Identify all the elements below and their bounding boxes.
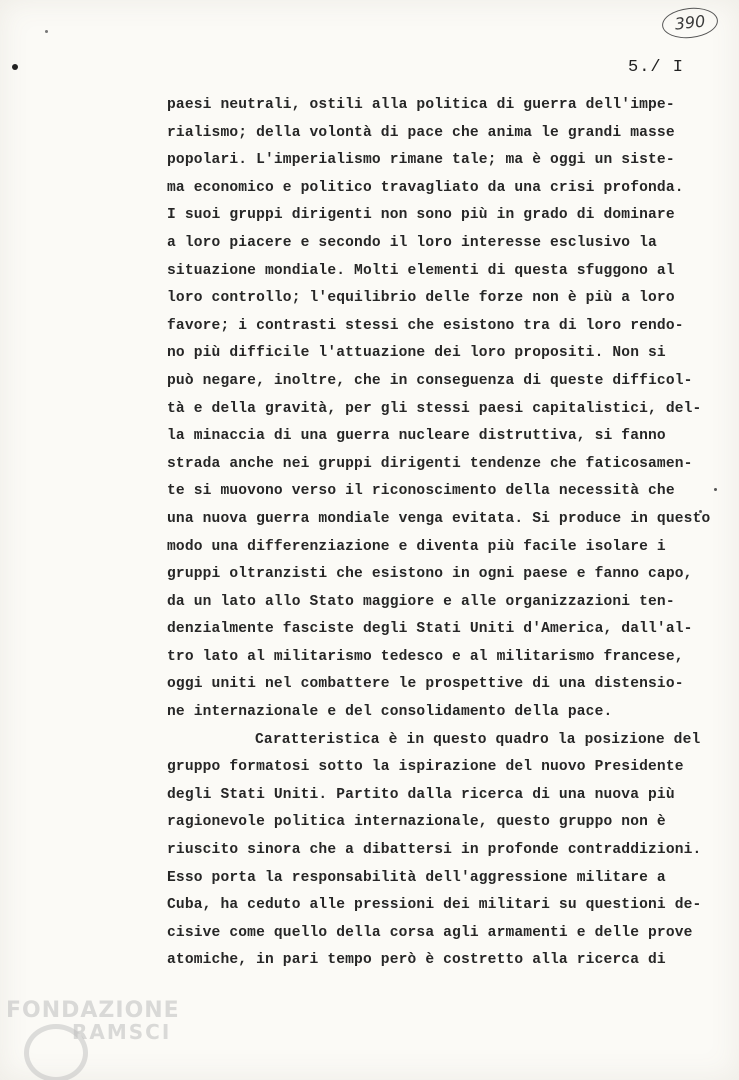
text-line: da un lato allo Stato maggiore e alle organizzazioni ten- bbox=[167, 593, 675, 610]
paragraph-start-line: Caratteristica è in questo quadro la posizione del bbox=[255, 731, 701, 748]
text-line: I suoi gruppi dirigenti non sono più in grado di dominare bbox=[167, 207, 675, 224]
text-line: riuscito sinora che a dibattersi in profonde contraddizioni. bbox=[167, 842, 702, 859]
watermark-line-1: FONDAZIONE bbox=[6, 998, 180, 1023]
typewritten-body bbox=[167, 92, 727, 975]
text-line: la minaccia di una guerra nucleare distruttiva, si fanno bbox=[167, 428, 666, 445]
stray-mark bbox=[45, 30, 48, 33]
text-line: strada anche nei gruppi dirigenti tendenze che faticosamen- bbox=[167, 455, 693, 472]
text-line: gruppo formatosi sotto la ispirazione del nuovo Presidente bbox=[167, 759, 684, 776]
text-line: cisive come quello della corsa agli armamenti e delle prove bbox=[167, 924, 693, 941]
text-line: a loro piacere e secondo il loro interesse esclusivo la bbox=[167, 234, 657, 251]
text-line: no più difficile l'attuazione dei loro propositi. Non si bbox=[167, 345, 666, 362]
text-line: atomiche, in pari tempo però è costretto alla ricerca di bbox=[167, 952, 666, 969]
foundation-watermark bbox=[0, 998, 200, 1080]
text-line: tà e della gravità, per gli stessi paesi capitalistici, del- bbox=[167, 400, 702, 417]
text-line: popolari. L'imperialismo rimane tale; ma è oggi un siste- bbox=[167, 152, 675, 169]
text-line: ma economico e politico travagliato da una crisi profonda. bbox=[167, 179, 684, 196]
watermark-logo-ring bbox=[24, 1024, 88, 1080]
punch-hole-mark bbox=[12, 64, 18, 70]
text-line: gruppi oltranzisti che esistono in ogni paese e fanno capo, bbox=[167, 566, 693, 583]
text-line: modo una differenziazione e diventa più facile isolare i bbox=[167, 538, 666, 555]
text-line: una nuova guerra mondiale venga evitata. Si produce in questo bbox=[167, 510, 711, 527]
text-line: Esso porta la responsabilità dell'aggressione militare a bbox=[167, 869, 666, 886]
text-line: Cuba, ha ceduto alle pressioni dei militari su questioni de- bbox=[167, 897, 702, 914]
archive-page-number: 390 bbox=[661, 5, 720, 41]
watermark-line-2: RAMSCI bbox=[72, 1020, 172, 1044]
text-line: denzialmente fasciste degli Stati Uniti d'America, dall'al- bbox=[167, 621, 693, 638]
text-line: ne internazionale e del consolidamento della pace. bbox=[167, 704, 613, 721]
page-reference: 5./ I bbox=[628, 58, 685, 77]
text-line: paesi neutrali, ostili alla politica di guerra dell'impe- bbox=[167, 97, 675, 113]
text-line: ragionevole politica internazionale, questo gruppo non è bbox=[167, 814, 666, 831]
text-line: può negare, inoltre, che in conseguenza di queste difficol- bbox=[167, 372, 693, 389]
text-line: tro lato al militarismo tedesco e al militarismo francese, bbox=[167, 648, 684, 665]
text-line: degli Stati Uniti. Partito dalla ricerca di una nuova più bbox=[167, 786, 675, 803]
text-line: situazione mondiale. Molti elementi di questa sfuggono al bbox=[167, 262, 675, 279]
text-line: loro controllo; l'equilibrio delle forze non è più a loro bbox=[167, 290, 675, 307]
text-line: oggi uniti nel combattere le prospettive di una distensio- bbox=[167, 676, 684, 693]
text-line: te si muovono verso il riconoscimento della necessità che bbox=[167, 483, 675, 500]
text-line: rialismo; della volontà di pace che anima le grandi masse bbox=[167, 124, 675, 141]
text-line: favore; i contrasti stessi che esistono tra di loro rendo- bbox=[167, 317, 684, 334]
